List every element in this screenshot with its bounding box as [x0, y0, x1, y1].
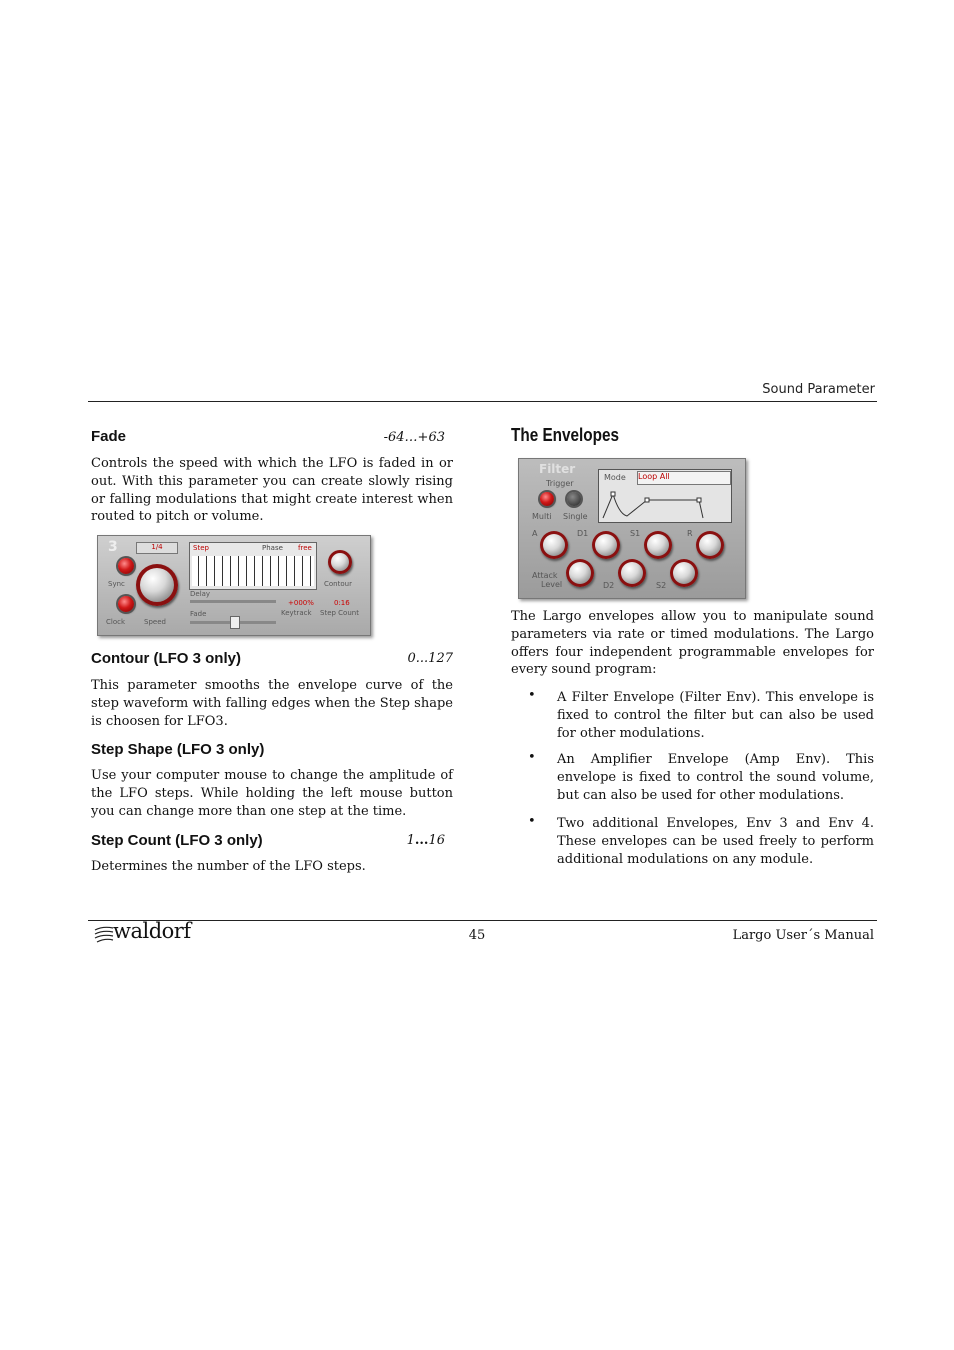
fade-heading: Fade [91, 428, 127, 445]
fade-description: Controls the speed with which the LFO is faded in or out. With this parameter you can create slowly rising or falling modulations that might create interest when routed to pitch or volume. [91, 456, 453, 525]
waldorf-logo-icon [93, 924, 115, 944]
shape-value: Step [193, 544, 209, 552]
header-rule [88, 401, 877, 402]
attack-label: Attack [532, 571, 558, 580]
single-label: Single [563, 512, 588, 521]
step-shape-description: Use your computer mouse to change the amplitude of the LFO steps. While holding the left mouse button you can change more than one step at the time. [91, 768, 453, 819]
contour-heading: Contour (LFO 3 only) [91, 650, 241, 667]
contour-description: This parameter smooths the envelope curve of the step waveform with falling edges when the Step shape is choosen for LFO3. [91, 678, 453, 729]
release-knob [696, 531, 724, 559]
attack-knob-label: A [532, 529, 538, 538]
step-count-range [340, 833, 445, 848]
multi-label: Multi [532, 512, 552, 521]
clock-label: Clock [106, 618, 126, 626]
step-editor [189, 542, 317, 590]
contour-knob-label: Contour [324, 580, 352, 588]
step-count-range-max: 16 [428, 833, 445, 848]
sustain1-knob [644, 531, 672, 559]
step-shape-heading: Step Shape (LFO 3 only) [91, 741, 265, 758]
bullet-dot: • [528, 750, 536, 765]
keytrack-value: +000% [288, 599, 314, 607]
delay-label: Delay [190, 590, 211, 598]
sustain2-knob [670, 559, 698, 587]
fade-label: Fade [190, 610, 207, 618]
contour-range: 0...127 [407, 651, 453, 666]
keytrack-label: Keytrack [281, 609, 312, 617]
envelope-curve [601, 486, 729, 520]
step-bars [192, 556, 314, 586]
decay1-knob [592, 531, 620, 559]
lfo3-panel-image [97, 535, 371, 636]
level-label: Level [541, 580, 563, 589]
filter-envelope-panel-image [518, 458, 746, 599]
running-header: Sound Parameter [762, 382, 875, 397]
envelopes-heading: The Envelopes [511, 425, 619, 445]
mode-label: Mode [604, 473, 626, 482]
stepcount-label: Step Count [320, 609, 359, 617]
sync-button [118, 558, 134, 574]
waldorf-logo-text: waldorf [113, 919, 191, 943]
phase-label: Phase [262, 544, 283, 552]
step-count-range-min: 1 [406, 833, 415, 848]
env-title: Filter [539, 462, 576, 476]
bullet-dot: • [528, 814, 536, 829]
decay2-knob [618, 559, 646, 587]
speed-knob [136, 564, 178, 606]
manual-title: Largo User´s Manual [732, 928, 874, 943]
mode-value: Loop All [637, 471, 731, 485]
fade-range: -64…+63 [383, 430, 445, 445]
lfo-rate-display: 1/4 [136, 542, 178, 554]
step-count-description: Determines the number of the LFO steps. [91, 859, 366, 874]
footer-rule [88, 920, 877, 921]
speed-label: Speed [144, 618, 166, 626]
trigger-label: Trigger [546, 479, 574, 488]
envelopes-intro: The Largo envelopes allow you to manipulate sound parameters via rate or timed modulations. The Largo offers four independent programmable envelopes for every sound program: [511, 609, 874, 678]
step-count-range-dots: ... [414, 833, 429, 848]
bullet-env3-env4: Two additional Envelopes, Env 3 and Env 4. These envelopes can be used freely to perform additional modulations on any module. [557, 816, 874, 867]
single-button [567, 492, 581, 506]
phase-value: free [298, 544, 312, 552]
attack-knob [540, 531, 568, 559]
page-number: 45 [468, 928, 486, 943]
bullet-dot: • [528, 688, 536, 703]
step-count-heading: Step Count (LFO 3 only) [91, 832, 263, 849]
stepcount-value: 0:16 [334, 599, 350, 607]
multi-button [540, 492, 554, 506]
sustain1-knob-label: S1 [630, 529, 641, 538]
lfo-number: 3 [108, 539, 118, 555]
envelope-display [598, 469, 732, 523]
bullet-filter-env: A Filter Envelope (Filter Env). This envelope is fixed to control the filter but can also be used for other modulations. [557, 690, 874, 741]
delay-slider [190, 600, 276, 603]
clock-button [118, 596, 134, 612]
fade-slider-thumb [230, 616, 240, 629]
decay2-label: D2 [603, 581, 615, 590]
contour-knob [328, 550, 352, 574]
sync-label: Sync [108, 580, 125, 588]
bullet-amp-env: An Amplifier Envelope (Amp Env). This envelope is fixed to control the sound volume, but can also be used for other modulations. [557, 752, 874, 803]
attack-level-knob [566, 559, 594, 587]
sustain2-label: S2 [656, 581, 667, 590]
release-knob-label: R [687, 529, 693, 538]
decay1-knob-label: D1 [577, 529, 589, 538]
